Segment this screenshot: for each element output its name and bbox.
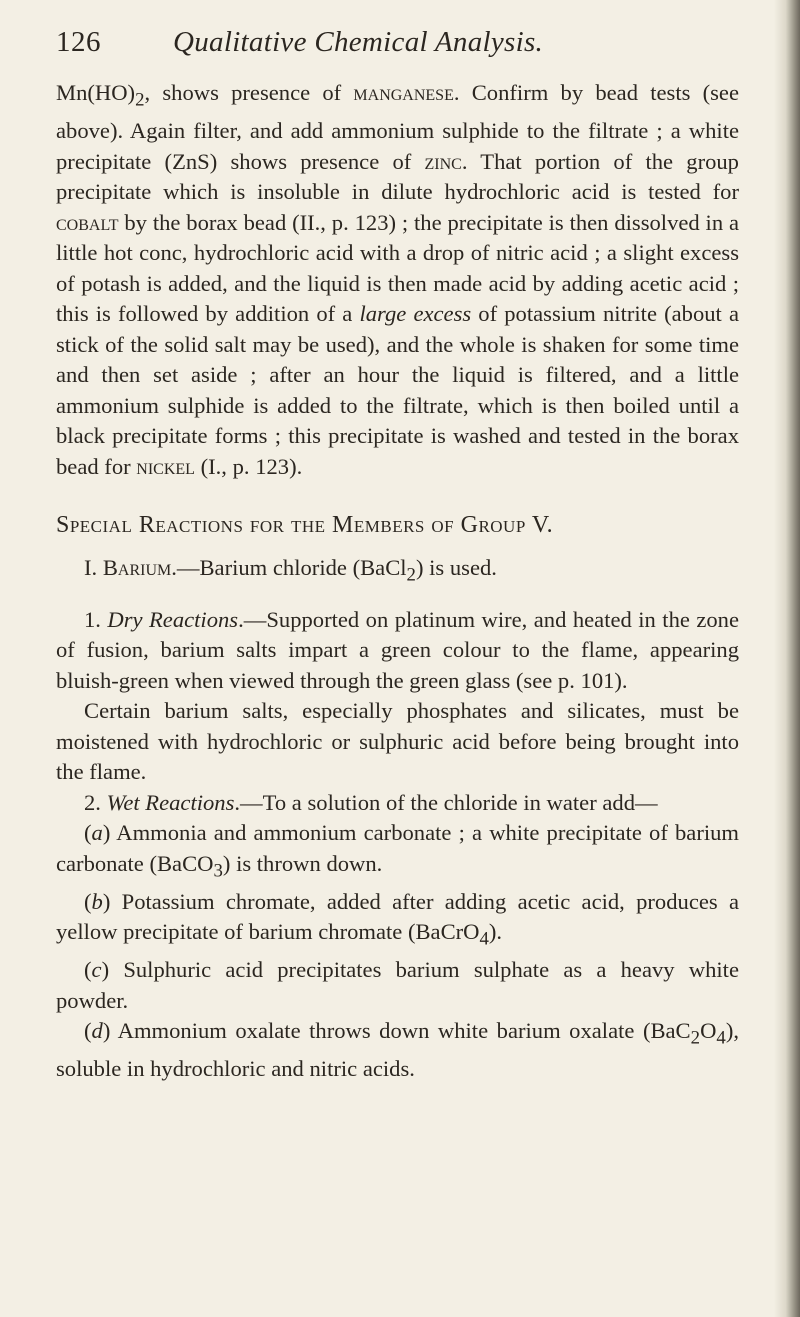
reaction-item-a: (a) Ammonia and ammonium carbonate ; a white precipitate of barium carbonate (BaCO$_3$) is thrown down. — [56, 820, 739, 882]
item-label: d — [91, 1018, 103, 1044]
text-run: . Confirm by bead tests (see above). Again filter, and add ammonium sulphide to the filtrate ; a white precipitate (ZnS) shows presence of — [56, 80, 739, 174]
element-name-barium: Barium — [102, 554, 172, 580]
page-edge-shadow — [774, 0, 800, 1317]
body-text — [56, 78, 739, 1085]
subscript: 2 — [135, 89, 145, 111]
running-title: Qualitative Chemical Analysis. — [173, 26, 544, 58]
text-run: Mn(HO) — [56, 80, 136, 105]
subscript: 2 — [406, 564, 416, 586]
subheading-wet-reactions: Wet Reactions — [106, 789, 235, 815]
text-run: of potassium nitrite (about a stick of the solid salt may be used), and the whole is shaken for some time and then set aside ; after an hour the liquid is filtered, and a little ammonium sulphide is added to the filtrate, which is then boiled until a black precipitate forms ; this precipitate is washed and tested in the borax bead for — [56, 301, 739, 479]
subheading-dry-reactions: Dry Reactions — [107, 606, 239, 632]
text-run: ) is used. — [415, 554, 497, 580]
emphasis-large-excess: large excess — [359, 301, 472, 327]
text-run: . That portion of the group precipitate which is insoluble in dilute hydrochloric acid is tested for — [56, 148, 739, 205]
paragraph-wet-reactions — [56, 788, 739, 819]
text-run: .—Supported on platinum wire, and heated in the zone of fusion, barium salts impart a green colour to the flame, appearing bluish-green when viewed through the green glass (see p. 101). — [56, 606, 739, 693]
page-number: 126 — [56, 26, 101, 58]
paragraph-dry-reactions — [56, 605, 739, 697]
paragraph-barium-intro — [56, 553, 739, 591]
subscript: 2 — [690, 1027, 701, 1049]
text-run: by the borax bead (II., p. 123) ; the precipitate is then dissolved in a little hot conc, hydrochloric acid with a drop of nitric acid ; a slight excess of potash is added, and the liquid is then made acid by adding acetic acid ; this is followed by addition of a — [56, 209, 739, 327]
element-name-nickel: nickel — [136, 453, 195, 479]
reaction-item-d: (d) Ammonium oxalate throws down white barium oxalate $(BaC_2O_4)$, soluble in hydrochloric and nitric acids. — [56, 1018, 739, 1082]
element-name-manganese: manganese — [353, 80, 454, 105]
reaction-item-c: (c) Sulphuric acid precipitates barium sulphate as a heavy white powder. — [56, 957, 739, 1013]
subscript: 4 — [479, 928, 489, 950]
text-run: O — [700, 1018, 717, 1044]
subscript: 4 — [716, 1027, 726, 1049]
text-run: .—Barium chloride (BaCl — [171, 554, 407, 580]
section-heading: Special Reactions for the Members of Group V. — [56, 512, 554, 539]
text-run: (I., p. 123). — [194, 453, 303, 479]
text-run: Ammonia and ammonium carbonate ; a white precipitate of barium carbonate (BaCO — [56, 820, 739, 876]
text-run: 2. — [84, 789, 107, 815]
text-run: ) is thrown down. — [222, 850, 383, 876]
item-label: a — [91, 820, 103, 846]
text-run: ), soluble in hydrochloric and nitric acids. — [56, 1018, 739, 1082]
text-run: , shows presence of — [144, 80, 354, 105]
item-label: b — [91, 888, 103, 914]
subscript: 3 — [213, 860, 223, 882]
text-run: I. — [84, 554, 103, 580]
text-run: Sulphuric acid precipitates barium sulphate as a heavy white powder. — [56, 957, 739, 1013]
element-name-zinc: zinc — [424, 148, 462, 174]
paragraph-moistening-note: Certain barium salts, especially phosphates and silicates, must be moistened with hydrochloric or sulphuric acid before being brought into the flame. — [56, 698, 739, 785]
text-run: 1. — [84, 606, 108, 632]
text-run: Potassium chromate, added after adding acetic acid, produces a yellow precipitate of barium chromate (BaCrO — [56, 888, 739, 945]
element-name-cobalt: cobalt — [56, 209, 119, 235]
text-run: Ammonium oxalate throws down white barium oxalate (BaC — [110, 1018, 691, 1044]
item-label: c — [91, 957, 102, 983]
text-run: ). — [488, 919, 503, 945]
reaction-item-b: (b) Potassium chromate, added after adding acetic acid, produces a yellow precipitate of barium chromate (BaCrO$_4$). — [56, 888, 739, 950]
text-run: .—To a solution of the chloride in water add— — [234, 789, 658, 815]
paragraph-manganese-zinc-cobalt-nickel — [56, 78, 739, 482]
page-header — [0, 26, 800, 76]
